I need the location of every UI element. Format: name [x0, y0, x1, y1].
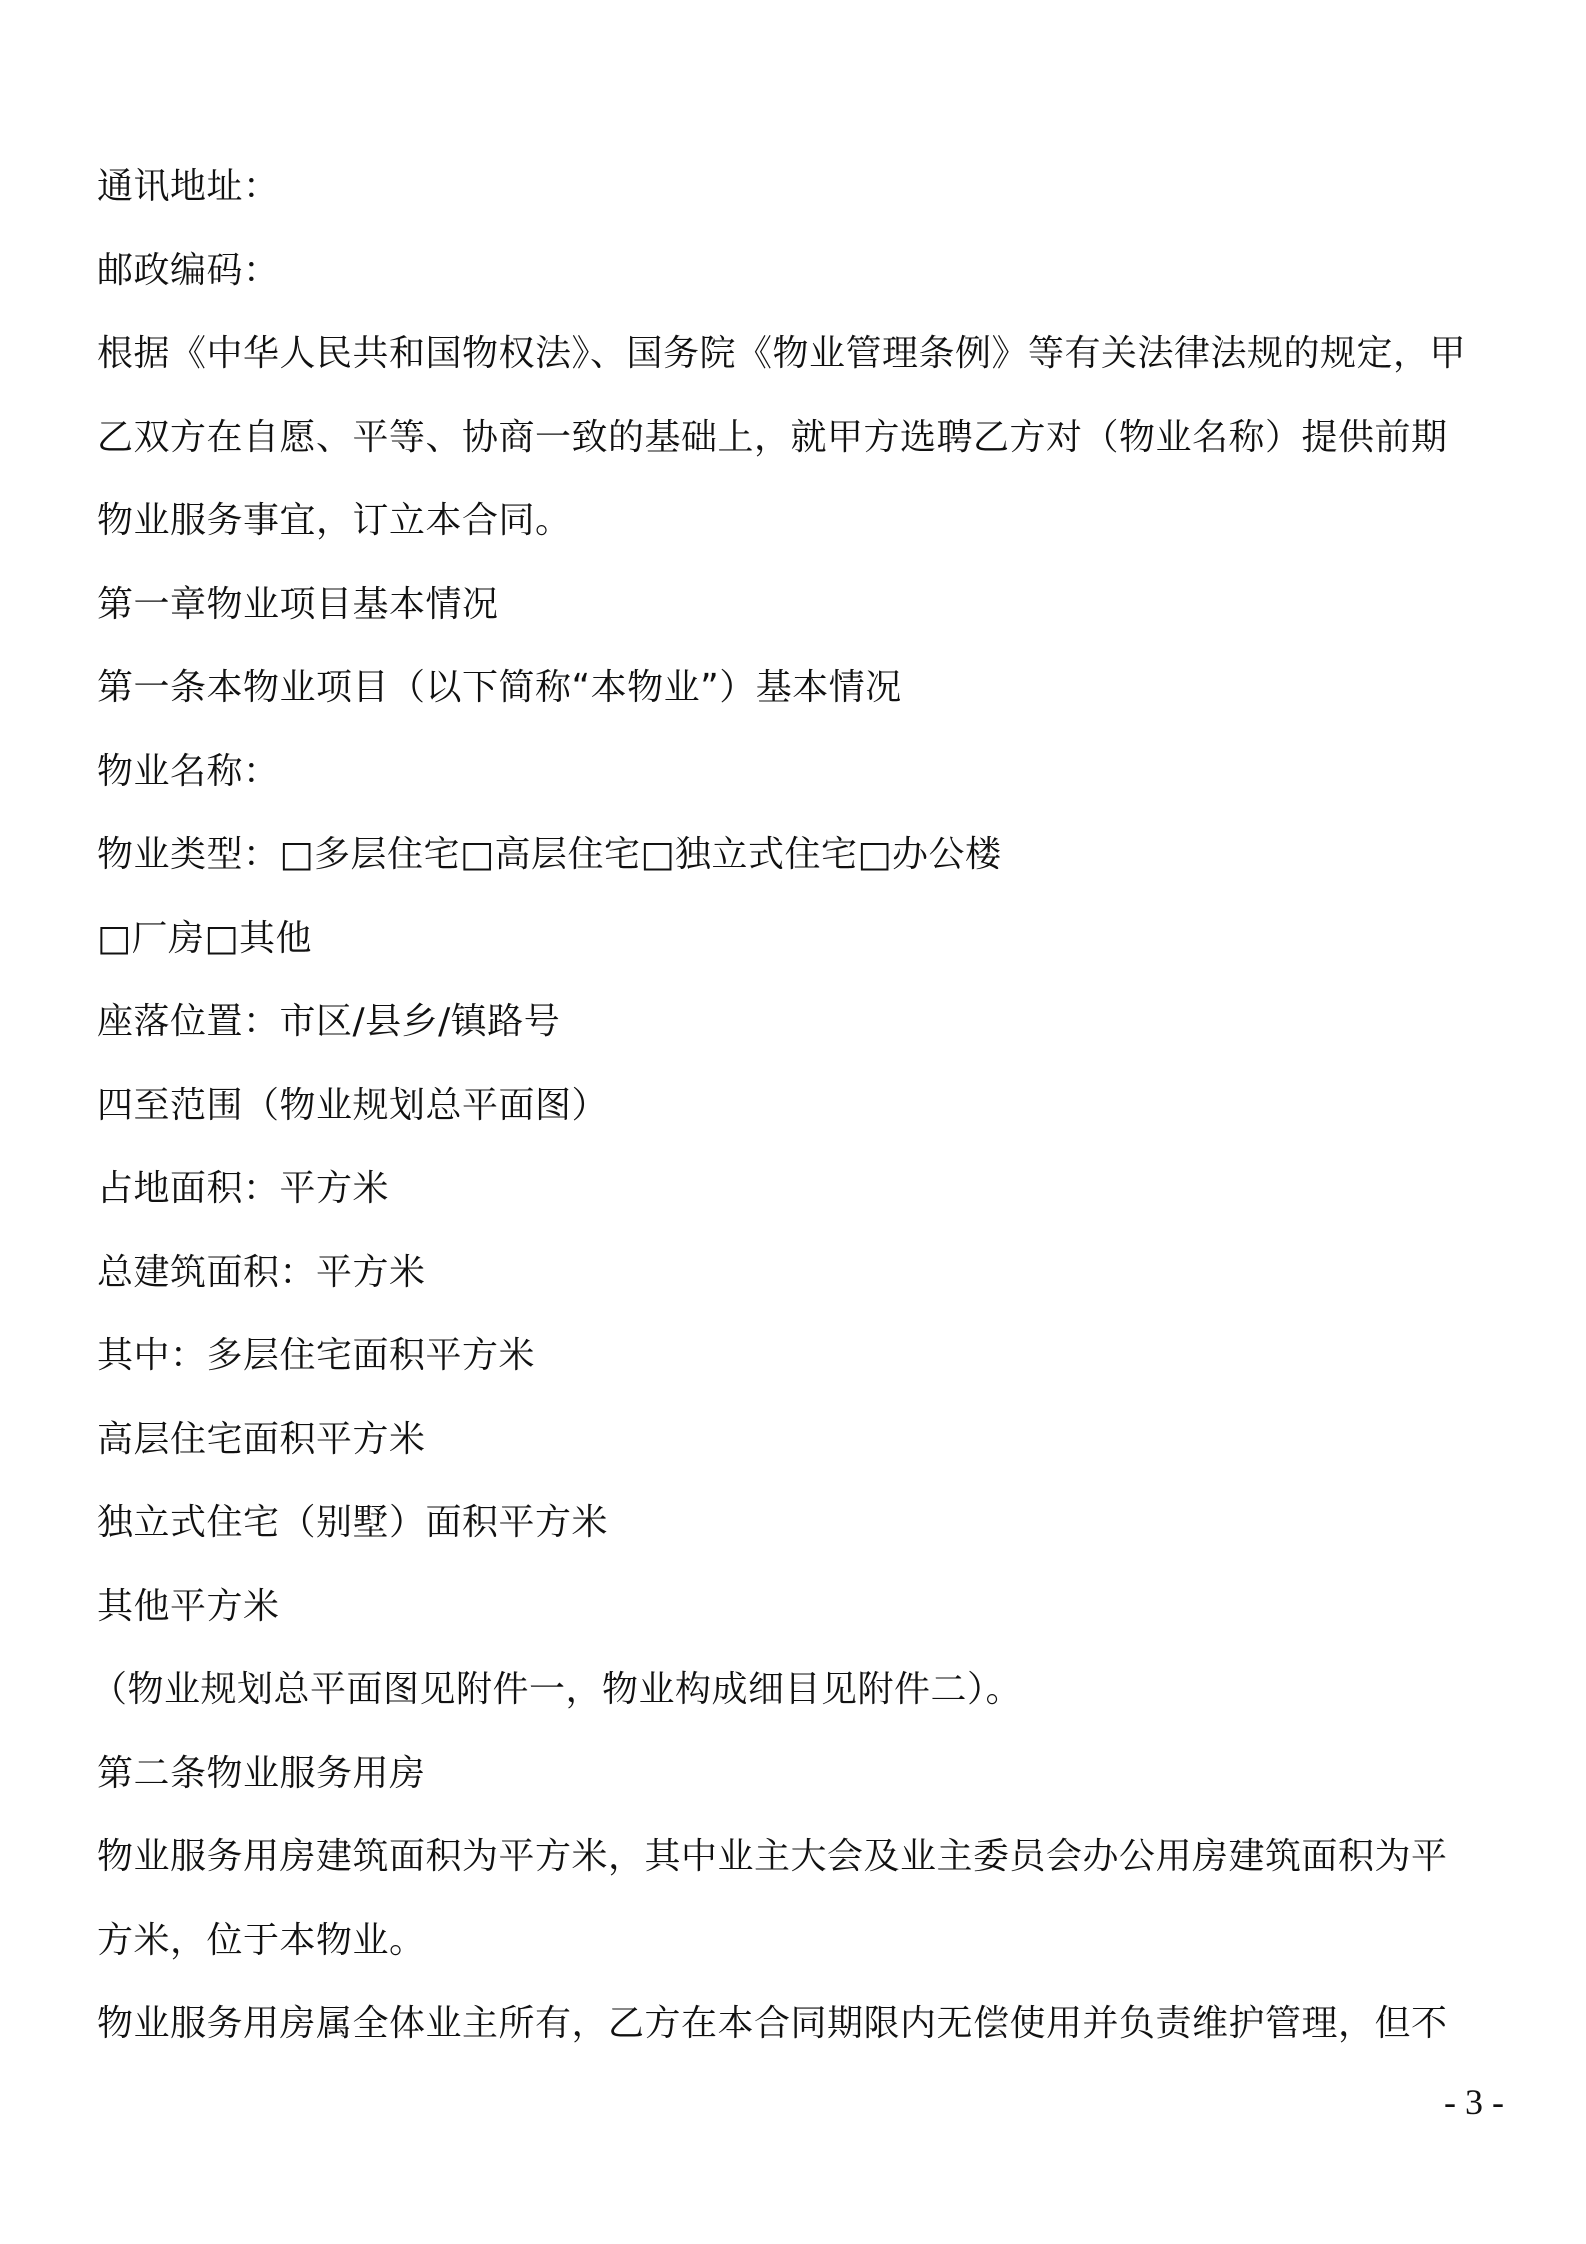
- text-line-other-area: 其他平方米: [97, 1585, 280, 1627]
- text-line-mailing-address: 通讯地址：: [97, 166, 280, 207]
- article-1-heading: 第一条本物业项目（以下简称“本物业”）基本情况: [97, 667, 902, 708]
- text-line-preamble-1: 根据《中华人民共和国物权法》、国务院《物业管理条例》等有关法律法规的规定，甲: [97, 333, 1467, 374]
- text-line-villa-area: 独立式住宅（别墅）面积平方米: [97, 1502, 609, 1543]
- text-line-boundaries: 四至范围（物业规划总平面图）: [97, 1084, 609, 1126]
- text-line-property-type: 物业类型：□多层住宅□高层住宅□独立式住宅□办公楼: [97, 834, 1002, 875]
- text-line-attachments-note: （物业规划总平面图见附件一，物业构成细目见附件二）。: [91, 1669, 1023, 1710]
- text-line-total-floor-area: 总建筑面积：平方米: [97, 1251, 426, 1293]
- text-line-service-room-1: 物业服务用房建筑面积为平方米，其中业主大会及业主委员会办公用房建筑面积为平: [97, 1836, 1448, 1877]
- article-2-heading: 第二条物业服务用房: [97, 1752, 426, 1794]
- text-line-property-type-cont: □厂房□其他: [97, 917, 313, 959]
- page-number: - 3 -: [1444, 2082, 1504, 2122]
- text-line-preamble-2: 乙双方在自愿、平等、协商一致的基础上，就甲方选聘乙方对（物业名称）提供前期: [97, 416, 1448, 458]
- text-line-postal-code: 邮政编码：: [97, 249, 280, 291]
- text-line-service-room-3: 物业服务用房属全体业主所有，乙方在本合同期限内无偿使用并负责维护管理，但不: [97, 2003, 1448, 2044]
- text-line-preamble-3: 物业服务事宜，订立本合同。: [97, 500, 572, 541]
- chapter-heading: 第一章物业项目基本情况: [97, 583, 499, 625]
- text-line-location: 座落位置：市区/县乡/镇路号: [97, 1001, 561, 1042]
- document-body: [91, 145, 1497, 2066]
- text-line-land-area: 占地面积：平方米: [97, 1168, 390, 1209]
- text-line-service-room-2: 方米，位于本物业。: [97, 1919, 426, 1961]
- text-line-multistory-area: 其中：多层住宅面积平方米: [97, 1335, 536, 1376]
- text-line-property-name: 物业名称：: [97, 750, 280, 792]
- text-line-highrise-area: 高层住宅面积平方米: [97, 1418, 426, 1460]
